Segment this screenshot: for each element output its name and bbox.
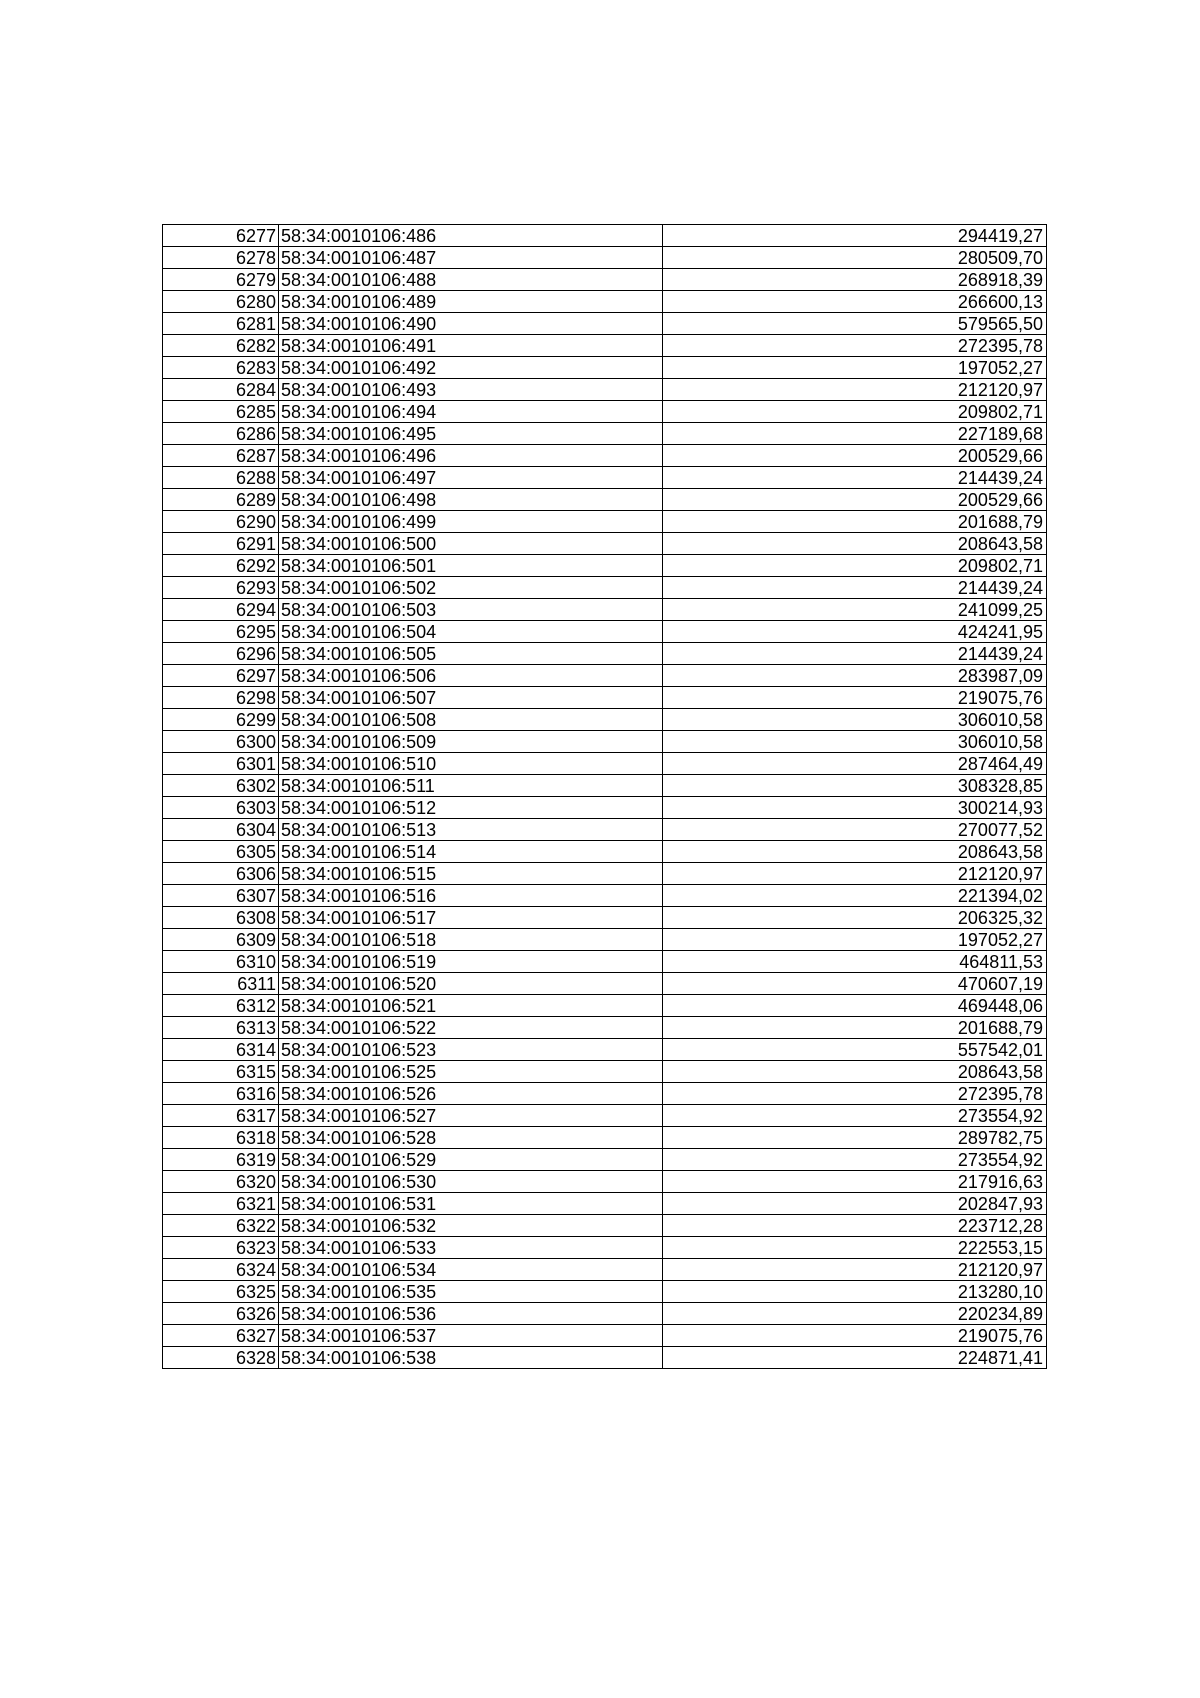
- value-cell: 308328,85: [663, 775, 1047, 797]
- value-cell: 212120,97: [663, 379, 1047, 401]
- table-row: [163, 687, 1047, 709]
- cadastral-number-cell: 58:34:0010106:498: [279, 489, 663, 511]
- row-number-cell: 6322: [163, 1215, 279, 1237]
- value-cell: 197052,27: [663, 929, 1047, 951]
- row-number-cell: 6290: [163, 511, 279, 533]
- cadastral-number-cell: 58:34:0010106:526: [279, 1083, 663, 1105]
- row-number-cell: 6323: [163, 1237, 279, 1259]
- cadastral-number-cell: 58:34:0010106:528: [279, 1127, 663, 1149]
- cadastral-number-cell: 58:34:0010106:505: [279, 643, 663, 665]
- value-cell: 214439,24: [663, 643, 1047, 665]
- cadastral-number-cell: 58:34:0010106:494: [279, 401, 663, 423]
- value-cell: 206325,32: [663, 907, 1047, 929]
- table-row: [163, 379, 1047, 401]
- value-cell: 283987,09: [663, 665, 1047, 687]
- value-cell: 266600,13: [663, 291, 1047, 313]
- row-number-cell: 6321: [163, 1193, 279, 1215]
- value-cell: 214439,24: [663, 577, 1047, 599]
- cadastral-number-cell: 58:34:0010106:496: [279, 445, 663, 467]
- value-cell: 222553,15: [663, 1237, 1047, 1259]
- cadastral-number-cell: 58:34:0010106:509: [279, 731, 663, 753]
- row-number-cell: 6295: [163, 621, 279, 643]
- row-number-cell: 6315: [163, 1061, 279, 1083]
- table-row: [163, 533, 1047, 555]
- cadastral-number-cell: 58:34:0010106:502: [279, 577, 663, 599]
- row-number-cell: 6292: [163, 555, 279, 577]
- table-row: [163, 1259, 1047, 1281]
- table-row: [163, 1171, 1047, 1193]
- row-number-cell: 6298: [163, 687, 279, 709]
- value-cell: 294419,27: [663, 225, 1047, 247]
- table-row: [163, 1325, 1047, 1347]
- row-number-cell: 6309: [163, 929, 279, 951]
- cadastral-number-cell: 58:34:0010106:486: [279, 225, 663, 247]
- table-row: [163, 511, 1047, 533]
- value-cell: 424241,95: [663, 621, 1047, 643]
- cadastral-number-cell: 58:34:0010106:490: [279, 313, 663, 335]
- value-cell: 300214,93: [663, 797, 1047, 819]
- value-cell: 289782,75: [663, 1127, 1047, 1149]
- cadastral-number-cell: 58:34:0010106:493: [279, 379, 663, 401]
- cadastral-number-cell: 58:34:0010106:499: [279, 511, 663, 533]
- row-number-cell: 6297: [163, 665, 279, 687]
- row-number-cell: 6308: [163, 907, 279, 929]
- value-cell: 268918,39: [663, 269, 1047, 291]
- row-number-cell: 6285: [163, 401, 279, 423]
- cadastral-number-cell: 58:34:0010106:506: [279, 665, 663, 687]
- row-number-cell: 6283: [163, 357, 279, 379]
- table-row: [163, 643, 1047, 665]
- cadastral-number-cell: 58:34:0010106:508: [279, 709, 663, 731]
- cadastral-number-cell: 58:34:0010106:516: [279, 885, 663, 907]
- cadastral-number-cell: 58:34:0010106:491: [279, 335, 663, 357]
- value-cell: 273554,92: [663, 1105, 1047, 1127]
- value-cell: 464811,53: [663, 951, 1047, 973]
- value-cell: 219075,76: [663, 1325, 1047, 1347]
- cadastral-number-cell: 58:34:0010106:522: [279, 1017, 663, 1039]
- row-number-cell: 6311: [163, 973, 279, 995]
- row-number-cell: 6286: [163, 423, 279, 445]
- row-number-cell: 6320: [163, 1171, 279, 1193]
- table-row: [163, 335, 1047, 357]
- row-number-cell: 6282: [163, 335, 279, 357]
- cadastral-number-cell: 58:34:0010106:507: [279, 687, 663, 709]
- cadastral-number-cell: 58:34:0010106:500: [279, 533, 663, 555]
- row-number-cell: 6287: [163, 445, 279, 467]
- table-row: [163, 1149, 1047, 1171]
- row-number-cell: 6317: [163, 1105, 279, 1127]
- value-cell: 272395,78: [663, 335, 1047, 357]
- value-cell: 224871,41: [663, 1347, 1047, 1369]
- table-row: [163, 995, 1047, 1017]
- table-row: [163, 1105, 1047, 1127]
- row-number-cell: 6291: [163, 533, 279, 555]
- value-cell: 220234,89: [663, 1303, 1047, 1325]
- table-row: [163, 555, 1047, 577]
- cadastral-number-cell: 58:34:0010106:529: [279, 1149, 663, 1171]
- cadastral-number-cell: 58:34:0010106:515: [279, 863, 663, 885]
- value-cell: 280509,70: [663, 247, 1047, 269]
- row-number-cell: 6316: [163, 1083, 279, 1105]
- cadastral-number-cell: 58:34:0010106:523: [279, 1039, 663, 1061]
- row-number-cell: 6300: [163, 731, 279, 753]
- table-body: [163, 225, 1047, 1369]
- cadastral-number-cell: 58:34:0010106:535: [279, 1281, 663, 1303]
- table-row: [163, 1303, 1047, 1325]
- cadastral-number-cell: 58:34:0010106:504: [279, 621, 663, 643]
- row-number-cell: 6313: [163, 1017, 279, 1039]
- row-number-cell: 6328: [163, 1347, 279, 1369]
- cadastral-value-table: [162, 224, 1047, 1369]
- value-cell: 470607,19: [663, 973, 1047, 995]
- cadastral-number-cell: 58:34:0010106:521: [279, 995, 663, 1017]
- row-number-cell: 6281: [163, 313, 279, 335]
- value-cell: 213280,10: [663, 1281, 1047, 1303]
- row-number-cell: 6314: [163, 1039, 279, 1061]
- row-number-cell: 6325: [163, 1281, 279, 1303]
- cadastral-number-cell: 58:34:0010106:518: [279, 929, 663, 951]
- cadastral-number-cell: 58:34:0010106:514: [279, 841, 663, 863]
- table-row: [163, 1083, 1047, 1105]
- value-cell: 579565,50: [663, 313, 1047, 335]
- row-number-cell: 6296: [163, 643, 279, 665]
- table-row: [163, 489, 1047, 511]
- table-row: [163, 1281, 1047, 1303]
- cadastral-number-cell: 58:34:0010106:501: [279, 555, 663, 577]
- row-number-cell: 6301: [163, 753, 279, 775]
- cadastral-number-cell: 58:34:0010106:497: [279, 467, 663, 489]
- table-row: [163, 247, 1047, 269]
- cadastral-number-cell: 58:34:0010106:534: [279, 1259, 663, 1281]
- cadastral-number-cell: 58:34:0010106:537: [279, 1325, 663, 1347]
- cadastral-number-cell: 58:34:0010106:530: [279, 1171, 663, 1193]
- table-row: [163, 819, 1047, 841]
- cadastral-number-cell: 58:34:0010106:517: [279, 907, 663, 929]
- table-row: [163, 929, 1047, 951]
- row-number-cell: 6280: [163, 291, 279, 313]
- table-row: [163, 951, 1047, 973]
- value-cell: 270077,52: [663, 819, 1047, 841]
- cadastral-number-cell: 58:34:0010106:511: [279, 775, 663, 797]
- row-number-cell: 6310: [163, 951, 279, 973]
- table-row: [163, 621, 1047, 643]
- value-cell: 306010,58: [663, 709, 1047, 731]
- row-number-cell: 6302: [163, 775, 279, 797]
- table-row: [163, 445, 1047, 467]
- table-row: [163, 1017, 1047, 1039]
- row-number-cell: 6293: [163, 577, 279, 599]
- value-cell: 273554,92: [663, 1149, 1047, 1171]
- value-cell: 223712,28: [663, 1215, 1047, 1237]
- row-number-cell: 6318: [163, 1127, 279, 1149]
- value-cell: 241099,25: [663, 599, 1047, 621]
- value-cell: 227189,68: [663, 423, 1047, 445]
- row-number-cell: 6304: [163, 819, 279, 841]
- row-number-cell: 6289: [163, 489, 279, 511]
- cadastral-number-cell: 58:34:0010106:495: [279, 423, 663, 445]
- table-row: [163, 291, 1047, 313]
- table-row: [163, 863, 1047, 885]
- row-number-cell: 6279: [163, 269, 279, 291]
- table-row: [163, 841, 1047, 863]
- table-row: [163, 599, 1047, 621]
- value-cell: 208643,58: [663, 533, 1047, 555]
- value-cell: 200529,66: [663, 489, 1047, 511]
- value-cell: 202847,93: [663, 1193, 1047, 1215]
- row-number-cell: 6306: [163, 863, 279, 885]
- table-row: [163, 1347, 1047, 1369]
- cadastral-number-cell: 58:34:0010106:487: [279, 247, 663, 269]
- row-number-cell: 6327: [163, 1325, 279, 1347]
- row-number-cell: 6284: [163, 379, 279, 401]
- row-number-cell: 6305: [163, 841, 279, 863]
- table-row: [163, 423, 1047, 445]
- table-row: [163, 357, 1047, 379]
- cadastral-number-cell: 58:34:0010106:531: [279, 1193, 663, 1215]
- table-row: [163, 665, 1047, 687]
- table-row: [163, 1039, 1047, 1061]
- value-cell: 197052,27: [663, 357, 1047, 379]
- value-cell: 209802,71: [663, 555, 1047, 577]
- table-row: [163, 753, 1047, 775]
- row-number-cell: 6324: [163, 1259, 279, 1281]
- cadastral-number-cell: 58:34:0010106:538: [279, 1347, 663, 1369]
- table-row: [163, 467, 1047, 489]
- value-cell: 469448,06: [663, 995, 1047, 1017]
- table-row: [163, 775, 1047, 797]
- value-cell: 200529,66: [663, 445, 1047, 467]
- cadastral-number-cell: 58:34:0010106:492: [279, 357, 663, 379]
- value-cell: 208643,58: [663, 1061, 1047, 1083]
- value-cell: 212120,97: [663, 1259, 1047, 1281]
- value-cell: 221394,02: [663, 885, 1047, 907]
- value-cell: 287464,49: [663, 753, 1047, 775]
- value-cell: 219075,76: [663, 687, 1047, 709]
- table-row: [163, 401, 1047, 423]
- value-cell: 201688,79: [663, 511, 1047, 533]
- value-cell: 217916,63: [663, 1171, 1047, 1193]
- cadastral-number-cell: 58:34:0010106:488: [279, 269, 663, 291]
- value-cell: 201688,79: [663, 1017, 1047, 1039]
- value-cell: 212120,97: [663, 863, 1047, 885]
- row-number-cell: 6303: [163, 797, 279, 819]
- cadastral-number-cell: 58:34:0010106:513: [279, 819, 663, 841]
- table-row: [163, 1237, 1047, 1259]
- row-number-cell: 6288: [163, 467, 279, 489]
- row-number-cell: 6319: [163, 1149, 279, 1171]
- row-number-cell: 6277: [163, 225, 279, 247]
- row-number-cell: 6307: [163, 885, 279, 907]
- cadastral-number-cell: 58:34:0010106:532: [279, 1215, 663, 1237]
- table-row: [163, 973, 1047, 995]
- value-cell: 557542,01: [663, 1039, 1047, 1061]
- table-row: [163, 731, 1047, 753]
- table-row: [163, 797, 1047, 819]
- cadastral-number-cell: 58:34:0010106:536: [279, 1303, 663, 1325]
- cadastral-number-cell: 58:34:0010106:519: [279, 951, 663, 973]
- row-number-cell: 6326: [163, 1303, 279, 1325]
- table-row: [163, 709, 1047, 731]
- value-cell: 214439,24: [663, 467, 1047, 489]
- table-row: [163, 1215, 1047, 1237]
- cadastral-number-cell: 58:34:0010106:520: [279, 973, 663, 995]
- value-cell: 306010,58: [663, 731, 1047, 753]
- cadastral-number-cell: 58:34:0010106:503: [279, 599, 663, 621]
- cadastral-number-cell: 58:34:0010106:489: [279, 291, 663, 313]
- value-cell: 208643,58: [663, 841, 1047, 863]
- row-number-cell: 6299: [163, 709, 279, 731]
- cadastral-number-cell: 58:34:0010106:533: [279, 1237, 663, 1259]
- cadastral-number-cell: 58:34:0010106:510: [279, 753, 663, 775]
- value-cell: 272395,78: [663, 1083, 1047, 1105]
- table-row: [163, 1127, 1047, 1149]
- table-row: [163, 269, 1047, 291]
- cadastral-number-cell: 58:34:0010106:512: [279, 797, 663, 819]
- table-row: [163, 907, 1047, 929]
- table-row: [163, 313, 1047, 335]
- table-row: [163, 577, 1047, 599]
- row-number-cell: 6294: [163, 599, 279, 621]
- row-number-cell: 6278: [163, 247, 279, 269]
- value-cell: 209802,71: [663, 401, 1047, 423]
- table-row: [163, 885, 1047, 907]
- cadastral-number-cell: 58:34:0010106:527: [279, 1105, 663, 1127]
- table-row: [163, 1061, 1047, 1083]
- table-row: [163, 225, 1047, 247]
- row-number-cell: 6312: [163, 995, 279, 1017]
- cadastral-number-cell: 58:34:0010106:525: [279, 1061, 663, 1083]
- table-row: [163, 1193, 1047, 1215]
